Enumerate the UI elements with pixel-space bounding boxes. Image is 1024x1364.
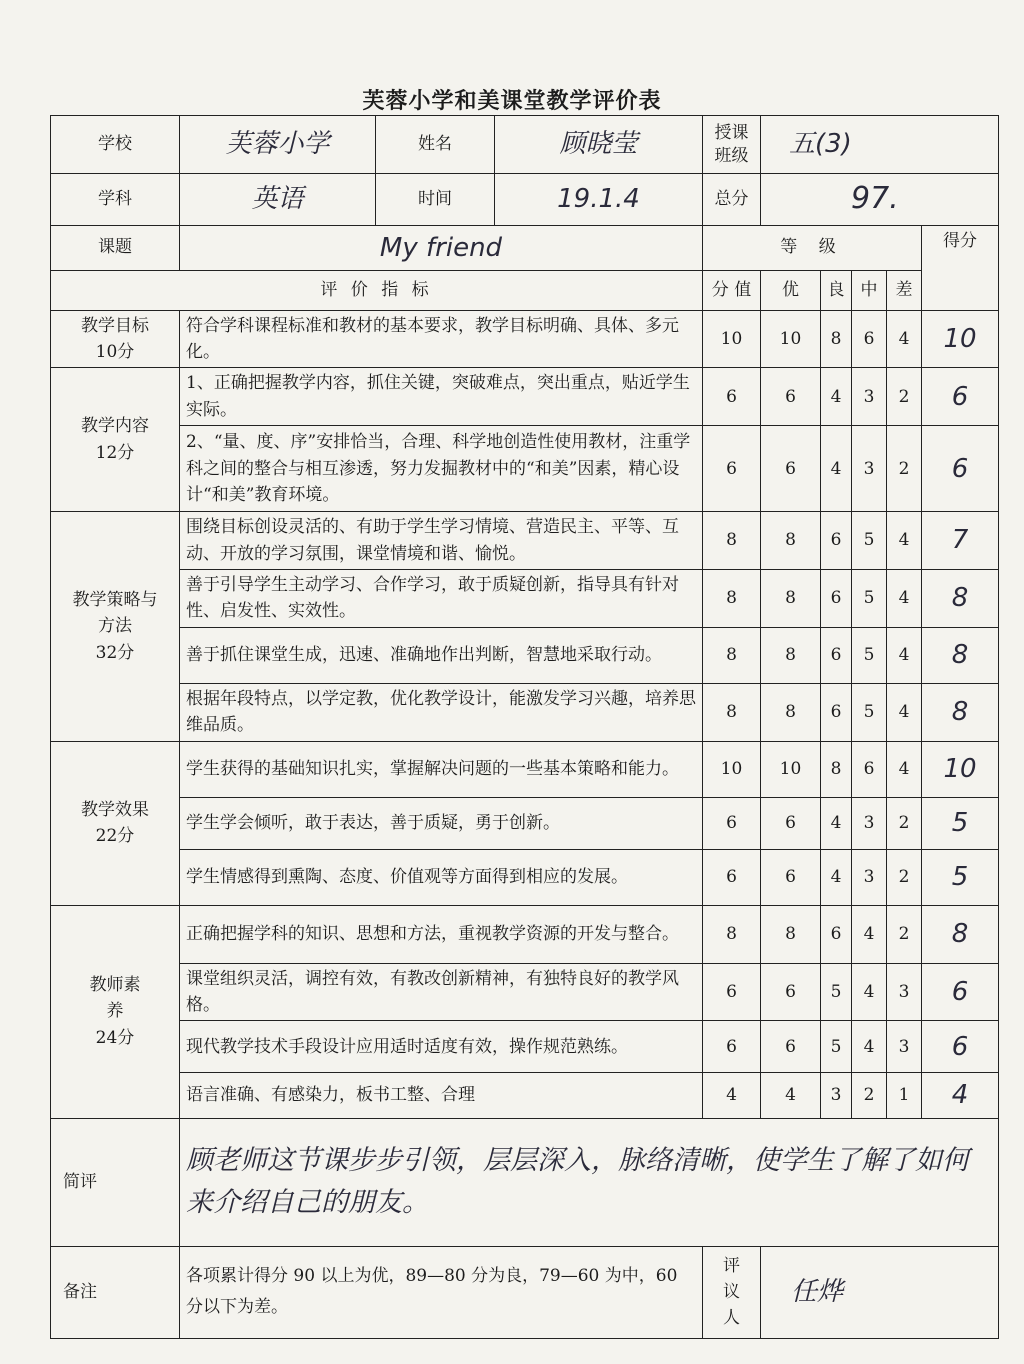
grade-good: 8 [821,310,852,368]
subject-label: 学科 [51,174,180,226]
score-value: 5 [922,797,999,849]
table-row [51,368,999,426]
grade-medium: 3 [852,368,887,426]
points-value: 6 [703,368,761,426]
table-row [51,683,999,741]
school-value: 芙蓉小学 [180,116,376,174]
grade-medium: 4 [852,1021,887,1073]
criterion-text: 学生学会倾听，敢于表达，善于质疑，勇于创新。 [180,797,703,849]
score-value: 8 [922,569,999,627]
category-name: 教学目标 [81,315,149,336]
grade-medium: 4 [852,905,887,963]
grade-poor: 4 [887,741,922,797]
grade-excellent: 6 [761,963,821,1021]
category-points: 32分 [95,642,135,663]
grade-excellent: 6 [761,797,821,849]
grade-medium: 3 [852,849,887,905]
grade-excellent: 6 [761,426,821,512]
points-value: 6 [703,1021,761,1073]
category-name: 教学效果 [81,799,149,820]
grade-good: 8 [821,741,852,797]
criterion-text: 善于引导学生主动学习、合作学习，敢于质疑创新，指导具有针对性、启发性、实效性。 [180,569,703,627]
category-cell [51,512,180,741]
grade-excellent: 8 [761,512,821,570]
grade-excellent: 6 [761,1021,821,1073]
score-value: 6 [922,368,999,426]
remarks-text: 各项累计得分 90 以上为优，89—80 分为良，79—60 为中，60 分以下为差。 [180,1246,703,1338]
table-row [51,569,999,627]
grade-medium: 6 [852,310,887,368]
grade-excellent: 10 [761,310,821,368]
criterion-text: 正确把握学科的知识、思想和方法，重视教学资源的开发与整合。 [180,905,703,963]
grade-medium: 5 [852,512,887,570]
grade-poor: 2 [887,905,922,963]
review-row [51,1118,999,1246]
criterion-text: 现代教学技术手段设计应用适时适度有效，操作规范熟练。 [180,1021,703,1073]
criterion-text: 课堂组织灵活，调控有效，有教改创新精神，有独特良好的教学风格。 [180,963,703,1021]
criterion-text: 2、“量、度、序”安排恰当，合理、科学地创造性使用教材，注重学科之间的整合与相互渗透，努力发掘教材中的“和美”因素，精心设计“和美”教育环境。 [180,426,703,512]
grade-poor: 4 [887,512,922,570]
points-value: 8 [703,627,761,683]
criterion-text: 根据年段特点，以学定教，优化教学设计，能激发学习兴趣，培养思维品质。 [180,683,703,741]
table-row [51,426,999,512]
table-row [51,905,999,963]
criterion-text: 学生情感得到熏陶、态度、价值观等方面得到相应的发展。 [180,849,703,905]
category-points: 12分 [95,442,135,463]
time-label: 时间 [376,174,495,226]
points-value: 6 [703,963,761,1021]
grade-poor: 2 [887,368,922,426]
class-value: 五(3) [761,116,999,174]
grade-poor: 4 [887,683,922,741]
score-value: 8 [922,683,999,741]
grade-excellent: 8 [761,569,821,627]
score-label: 得分 [922,225,999,310]
total-value: 97. [761,174,999,226]
grade-good: 6 [821,627,852,683]
criterion-text: 符合学科课程标准和教材的基本要求，教学目标明确、具体、多元化。 [180,310,703,368]
points-value: 8 [703,512,761,570]
table-row [51,797,999,849]
grade-poor: 2 [887,849,922,905]
grade-excellent: 6 [761,368,821,426]
grade-poor: 4 [887,569,922,627]
grade-medium: 3 [852,426,887,512]
score-value: 6 [922,963,999,1021]
poor-label: 差 [887,270,922,310]
grade-medium: 3 [852,797,887,849]
form-title: 芙蓉小学和美课堂教学评价表 [362,88,662,114]
excellent-label: 优 [761,270,821,310]
class-label: 授课班级 [703,116,761,174]
grade-good: 4 [821,426,852,512]
remarks-row [51,1246,999,1338]
subject-value: 英语 [180,174,376,226]
criterion-text: 学生获得的基础知识扎实，掌握解决问题的一些基本策略和能力。 [180,741,703,797]
grade-good: 6 [821,905,852,963]
grade-medium: 5 [852,683,887,741]
table-row [51,849,999,905]
table-row [51,1021,999,1073]
points-value: 4 [703,1073,761,1118]
table-row [51,512,999,570]
grade-medium: 2 [852,1073,887,1118]
category-points: 22分 [95,826,135,847]
reviewer-label: 评议人 [703,1246,761,1338]
score-value: 4 [922,1073,999,1118]
time-value: 19.1.4 [495,174,703,226]
grade-good: 5 [821,963,852,1021]
points-value: 6 [703,849,761,905]
criterion-text: 1、正确把握教学内容，抓住关键，突破难点，突出重点，贴近学生实际。 [180,368,703,426]
grade-poor: 4 [887,627,922,683]
table-row [51,1073,999,1118]
name-value: 顾晓莹 [495,116,703,174]
grade-poor: 4 [887,310,922,368]
table-row [51,310,999,368]
score-value: 6 [922,426,999,512]
points-value: 8 [703,569,761,627]
grade-poor: 2 [887,426,922,512]
category-cell [51,368,180,512]
points-value: 8 [703,905,761,963]
grade-medium: 6 [852,741,887,797]
points-value: 6 [703,797,761,849]
score-value: 10 [922,310,999,368]
grade-poor: 3 [887,963,922,1021]
table-row [51,627,999,683]
category-name: 教师素养 [89,975,141,1022]
score-value: 8 [922,627,999,683]
grade-good: 5 [821,1021,852,1073]
grade-medium: 5 [852,627,887,683]
review-text: 顾老师这节课步步引领，层层深入，脉络清晰，使学生了解了如何来介绍自己的朋友。 [180,1118,999,1246]
reviewer-value: 任烨 [761,1246,999,1338]
grade-good: 6 [821,569,852,627]
grade-good: 6 [821,512,852,570]
grade-excellent: 4 [761,1073,821,1118]
grade-excellent: 8 [761,905,821,963]
name-label: 姓名 [376,116,495,174]
grade-excellent: 8 [761,627,821,683]
grade-excellent: 8 [761,683,821,741]
score-value: 5 [922,849,999,905]
points-label: 分 值 [703,270,761,310]
grade-poor: 1 [887,1073,922,1118]
category-cell [51,741,180,905]
category-name: 教学策略与方法 [72,589,158,637]
table-row [51,963,999,1021]
points-value: 6 [703,426,761,512]
remarks-label: 备注 [51,1246,180,1338]
grade-good: 4 [821,849,852,905]
grade-poor: 2 [887,797,922,849]
grade-good: 4 [821,797,852,849]
grade-good: 4 [821,368,852,426]
total-label: 总分 [703,174,761,226]
topic-label: 课题 [51,225,180,270]
grade-poor: 3 [887,1021,922,1073]
score-value: 7 [922,512,999,570]
review-label: 简评 [51,1118,180,1246]
grade-label: 等 级 [703,225,922,270]
criterion-text: 善于抓住课堂生成，迅速、准确地作出判断，智慧地采取行动。 [180,627,703,683]
grade-excellent: 6 [761,849,821,905]
grade-medium: 5 [852,569,887,627]
table-row [51,741,999,797]
score-value: 8 [922,905,999,963]
grade-excellent: 10 [761,741,821,797]
category-cell [51,905,180,1118]
points-value: 10 [703,310,761,368]
criterion-text: 语言准确、有感染力，板书工整、合理 [180,1073,703,1118]
category-cell [51,310,180,368]
category-points: 24分 [95,1027,135,1048]
grade-good: 6 [821,683,852,741]
indicator-label: 评 价 指 标 [51,270,703,310]
grade-good: 3 [821,1073,852,1118]
score-value: 10 [922,741,999,797]
points-value: 10 [703,741,761,797]
criterion-text: 围绕目标创设灵活的、有助于学生学习情境、营造民主、平等、互动、开放的学习氛围，课堂情境和谐、愉悦。 [180,512,703,570]
good-label: 良 [821,270,852,310]
category-name: 教学内容 [81,416,149,437]
points-value: 8 [703,683,761,741]
medium-label: 中 [852,270,887,310]
score-value: 6 [922,1021,999,1073]
evaluation-table [50,115,999,1339]
topic-value: My friend [180,225,703,270]
school-label: 学校 [51,116,180,174]
category-points: 10分 [95,342,135,363]
grade-medium: 4 [852,963,887,1021]
